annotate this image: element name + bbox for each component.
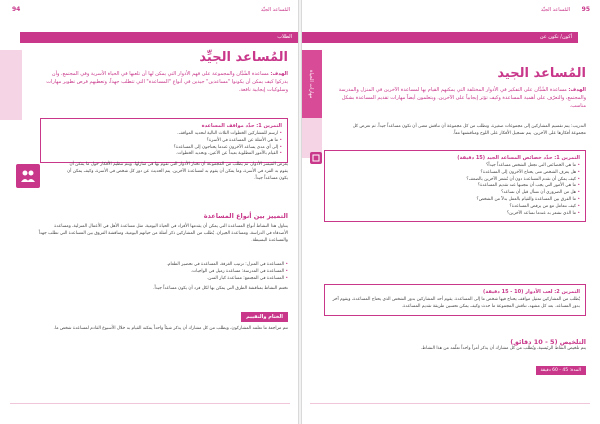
right-footer-line [310, 403, 590, 404]
left-intro [38, 70, 288, 94]
list-item: • كيف نتعامل مع من يرفض المساعدة؟ [330, 204, 580, 211]
exercise-clipboard-icon [310, 152, 322, 164]
list-item: • ما الفرق بين المساعدة والقيام بالعمل بدلاً من الشخص؟ [330, 197, 580, 204]
left-closing-head: الختام والتقييم [241, 312, 288, 322]
left-page-title: المُساعد الجيِّد [199, 50, 288, 65]
left-intro-label: الهدف: [270, 71, 288, 77]
right-page-number: 95 [581, 6, 590, 13]
right-intro [338, 86, 586, 110]
right-exercise-1-title: التمرين 1: حدِّد خصائص المساعد الجيد (15 دقيقة) [457, 155, 580, 161]
right-exercise-box-1 [324, 150, 586, 222]
right-section-band [300, 32, 578, 43]
right-para-1: التدريب: يتم تقسيم المشاركين إلى مجموعات صغيرة، وتطلب من كل مجموعة أن تناقش معنى أن تكون مساعداً جيداً. ثم تعرض كل مجموعة أفكارها على الآخرين. يتم تسجيل الأفكار على اللوح ومناقشتها معاً. [352, 124, 586, 136]
right-page-header [300, 0, 600, 24]
duration-badge: المدة: 45 - 60 دقيقة [536, 366, 587, 375]
left-closing-text: تتم مراجعة ما تعلمه المشاركون، ويطلب من كل مشارك أن يذكر شيئاً واحداً يمكنه القيام به خلال الأسبوع القادم لمساعدة شخص ما. [53, 326, 288, 331]
left-para-2: يتناول هذا النشاط أنواع المساعدة التي يمكن أن يقدمها الأفراد في الحياة اليومية، مثل مساعدة الأهل في الأعمال المنزلية، ومساعدة الأصدقاء في الدراسة، ومساعدة الجيران. يُطلب من المشاركين ذكر أمثلة من حياتهم اليومية، ومناقشة الفروق بين المساعدة التي تطلب جهداً والمساعدة البسيطة. [38, 224, 288, 243]
left-page-number: 94 [12, 6, 21, 13]
right-intro-text: مساعدة الشُبَّان على التفكير في الأدوار المختلفة التي يمكنهم القيام بها لمساعدة الآخرين في المنزل والمدرسة والمجتمع، والتعرّف على أهمية المساعدة وكيف تؤثر إيجابياً على الآخرين. ويتعلمون أيضاً مهارات تقديم المساعدة بشكل مناسب. [338, 87, 586, 109]
left-band-label: الطلاب [277, 34, 292, 40]
left-para-3: نختتم النشاط بمناقشة الطرق التي يمكن بها لكل فرد أن يكون مساعداً جيداً. [153, 286, 288, 291]
right-exercise-2-title: التمرين 2: لعب الأدوار (10 - 15 دقيقة) [483, 289, 580, 295]
right-running-head: المُساعد الجيِّد [540, 7, 570, 13]
left-page-header [0, 0, 300, 24]
left-exercise-line: • ما هي الأمثلة عن المساعدة في الأسرة؟ [46, 138, 282, 145]
left-running-head: المُساعد الجيِّد [260, 7, 290, 13]
right-side-tab-label: مهارات الحياة [308, 69, 314, 99]
list-item: • هل من الضروري أن نسأل قبل أن نساعد؟ [330, 190, 580, 197]
right-page [300, 0, 600, 424]
list-item: • ما الذي نشعر به عندما نساعد الآخرين؟ [330, 211, 580, 218]
book-spine [298, 0, 302, 424]
right-band-label: أكون/ تكون عن [539, 34, 572, 40]
right-summary [338, 338, 586, 353]
left-exercise-line: • القيام بالأمور المطلوبة بعيداً عن الأعين، وتحديد الخطوات. [46, 151, 282, 158]
list-item: • ما هي الأمور التي يجب أن نتجنبها عند تقديم المساعدة؟ [330, 183, 580, 190]
left-bullet-list [38, 262, 288, 282]
list-item: • كيف يمكن أن نقدم المساعدة دون أن نُشعر الآخرين بالضعف؟ [330, 177, 580, 184]
right-side-tab [300, 50, 322, 118]
left-title-block [38, 50, 288, 65]
list-item: • المساعدة في المدرسة: مساعدة زميل في الواجبات. [38, 269, 288, 276]
list-item: • هل يعرف الشخص متى يحتاج الآخرون إلى المساعدة؟ [330, 170, 580, 177]
left-footer-line [10, 403, 290, 404]
left-intro-text: مساعدة الشُبَّان والمجموعة على فهم الأدوار التي يمكن لها أن تلعبها في الحياة الأسرية وفي المجتمع، وأن يدركوا كيف يمكن أن يكونوا "مساعدين" جيدين في أنواع "المساعدة" التي تتطلب جهداً، وتعطيهم فرص تطوير مهارات وسلوكيات إيجابية نافعة. [46, 71, 288, 93]
left-section-band [20, 32, 300, 43]
left-exercise-box [40, 118, 288, 163]
left-exercise-line: • ارسم للمشاركين الخطوات الثلاث التالية لتحديد المواقف. [46, 131, 282, 138]
left-section-2-title: التمييز بين أنواع المساعدة [203, 212, 288, 220]
right-exercise-box-2 [324, 284, 586, 316]
list-item: • المساعدة في المنزل: ترتيب الغرفة، المساعدة في تحضير الطعام. [38, 262, 288, 269]
right-summary-text: يتم تلخيص النقاط الرئيسية، ويُطلب من كل مشارك أن يذكر أمراً واحداً تعلّمه من هذا النشاط. [420, 346, 586, 351]
right-intro-label: الهدف: [568, 87, 586, 93]
right-title-block [346, 66, 586, 81]
list-item: • المساعدة في المجتمع: مساعدة كبار السن. [38, 276, 288, 283]
right-exercise-2-text: يُطلب من المشاركين تمثيل مواقف يحتاج فيها شخص ما إلى المساعدة. يقوم أحد المشاركين بدور الشخص الذي يحتاج المساعدة، ويقوم آخر بدور المساعد. بعد كل مشهد، تناقش المجموعة ما حدث وكيف يمكن تحسين طريقة تقديم المساعدة. [332, 297, 580, 309]
group-people-icon [16, 164, 40, 188]
list-item: • ما هي الخصائص التي تجعل الشخص مساعداً جيداً؟ [330, 163, 580, 170]
left-side-tab-strip [0, 50, 22, 120]
right-summary-title: التلخيص (5 - 10 دقائق) [510, 338, 586, 346]
left-exercise-line: • إلى أي مدى يساعد الآخرون عندما يحتاجون إلى المساعدة؟ [46, 145, 282, 152]
left-section-2 [38, 212, 288, 220]
left-para-1: يعرض الميسر الأدوار، ثم يطلب من المجموعة أن تختار الأدوار التي تقوم بها في منازلها. ويتم تنظيم الأفكار حول ما يمكن أن يقوم به الفرد في الأسرة، وما يمكن أن يقوم به لمساعدة الآخرين. يتم الحديث عن دور كل شخص في الأسرة، وكيف يمكن أن يكون مساعداً جيداً. [67, 162, 288, 181]
right-page-title: المُساعد الجيد [497, 66, 586, 81]
left-exercise-title: التمرين 1: حدِّد مواقف المساعدة [201, 123, 282, 129]
